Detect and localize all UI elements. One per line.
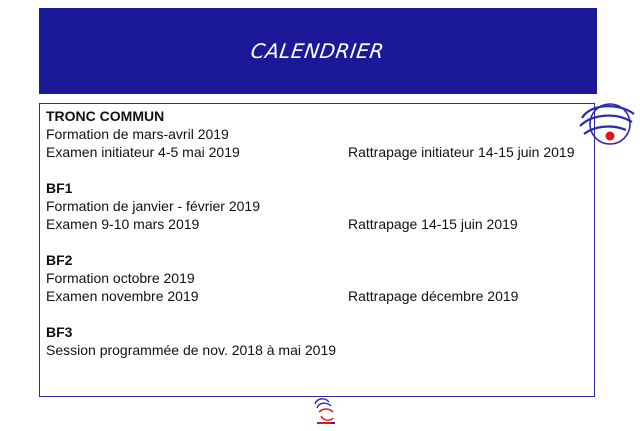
list-item: [46, 143, 588, 161]
section-tronc-commun: [46, 107, 588, 161]
list-item: [46, 341, 588, 359]
item-right-text: [348, 125, 588, 143]
section-bf2: [46, 251, 588, 305]
calendar-box: [39, 103, 595, 397]
item-right-text: [348, 269, 588, 287]
page-title: CALENDRIER: [249, 39, 387, 63]
section-heading-text: BF1: [46, 180, 73, 196]
federation-rooster-logo-icon: [309, 394, 339, 428]
header-banner: [39, 8, 597, 94]
list-item: [46, 215, 588, 233]
item-left-text: Formation octobre 2019: [46, 270, 195, 286]
section-heading: [46, 179, 588, 197]
section-bf1: [46, 179, 588, 233]
section-heading-text: TRONC COMMUN: [46, 108, 165, 124]
list-item: [46, 269, 588, 287]
list-item: [46, 287, 588, 305]
item-left-text: Examen initiateur 4-5 mai 2019: [46, 144, 240, 160]
item-left-text: Session programmée de nov. 2018 à mai 2019: [46, 342, 337, 358]
calendar-content: [46, 107, 588, 377]
section-heading: [46, 323, 588, 341]
section-heading-text: BF3: [46, 324, 73, 340]
list-item: [46, 197, 588, 215]
section-heading: [46, 251, 588, 269]
item-left-text: Examen 9-10 mars 2019: [46, 216, 200, 232]
petanque-ball-logo-icon: [574, 100, 638, 146]
item-right-text: Rattrapage 14-15 juin 2019: [348, 216, 518, 232]
item-left-text: Formation de janvier - février 2019: [46, 198, 260, 214]
list-item: [46, 125, 588, 143]
item-right-text: [348, 197, 588, 215]
item-left-text: Formation de mars-avril 2019: [46, 126, 229, 142]
section-bf3: [46, 323, 588, 359]
item-left-text: Examen novembre 2019: [46, 288, 199, 304]
section-heading-text: BF2: [46, 252, 73, 268]
item-right-text: Rattrapage décembre 2019: [348, 288, 519, 304]
item-right-text: Rattrapage initiateur 14-15 juin 2019: [348, 144, 575, 160]
section-heading: [46, 107, 588, 125]
